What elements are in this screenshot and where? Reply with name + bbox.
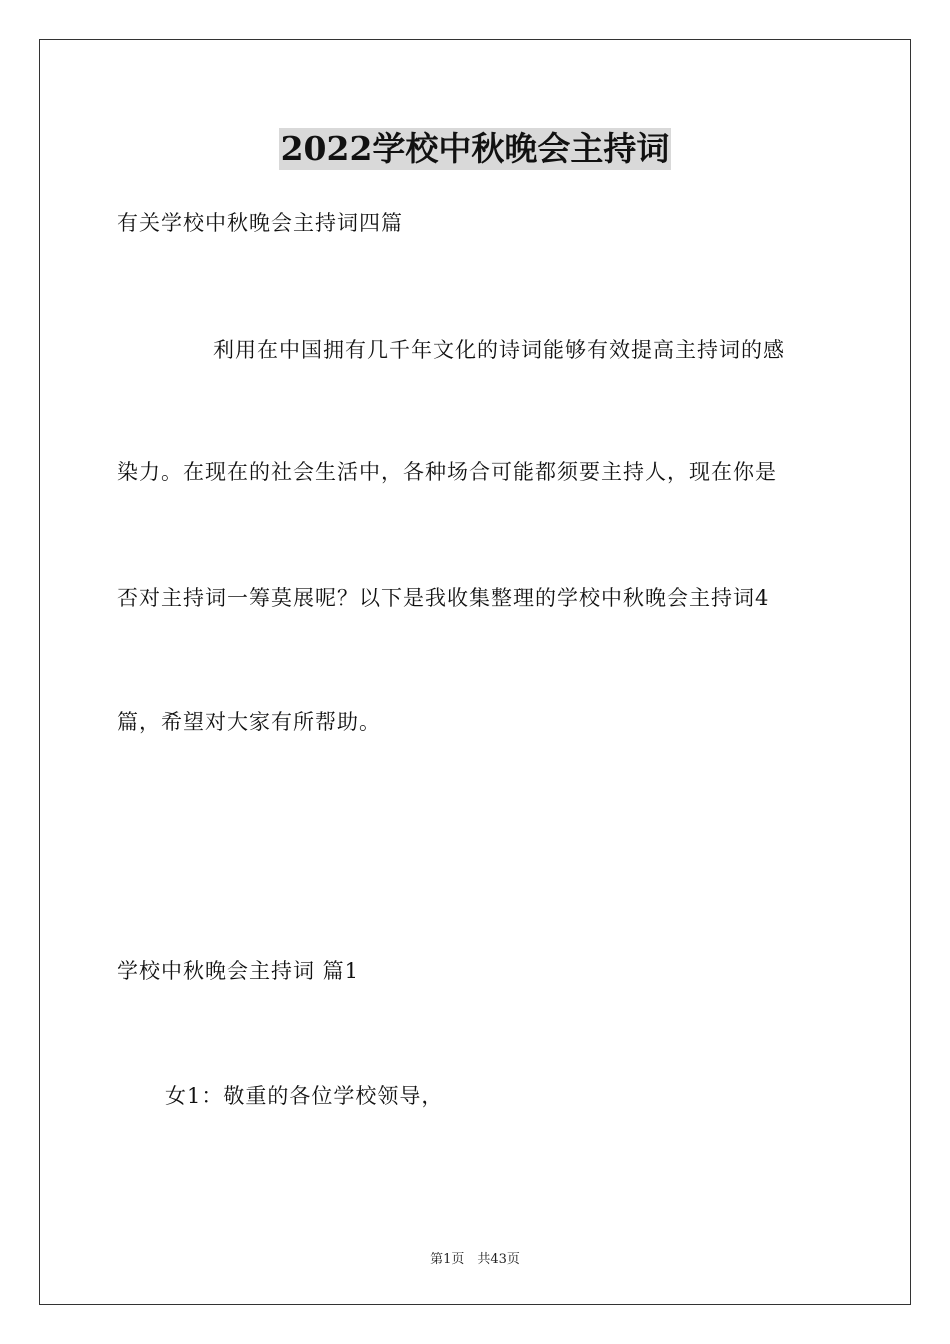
body-line: 女1：敬重的各位学校领导， — [165, 1084, 444, 1108]
intro-line-4: 篇，希望对大家有所帮助。 — [117, 710, 381, 734]
intro-line-3: 否对主持词一筹莫展呢？以下是我收集整理的学校中秋晚会主持词4 — [117, 586, 770, 610]
intro-line-2: 染力。在现在的社会生活中，各种场合可能都须要主持人，现在你是 — [117, 460, 777, 484]
document-title: 2022学校中秋晚会主持词 — [280, 129, 670, 168]
page-footer: 第1页 共43页 — [430, 1252, 520, 1267]
section-heading: 学校中秋晚会主持词 篇1 — [117, 959, 360, 983]
document-subtitle: 有关学校中秋晚会主持词四篇 — [117, 211, 403, 235]
intro-line-1: 利用在中国拥有几千年文化的诗词能够有效提高主持词的感 — [213, 338, 785, 362]
